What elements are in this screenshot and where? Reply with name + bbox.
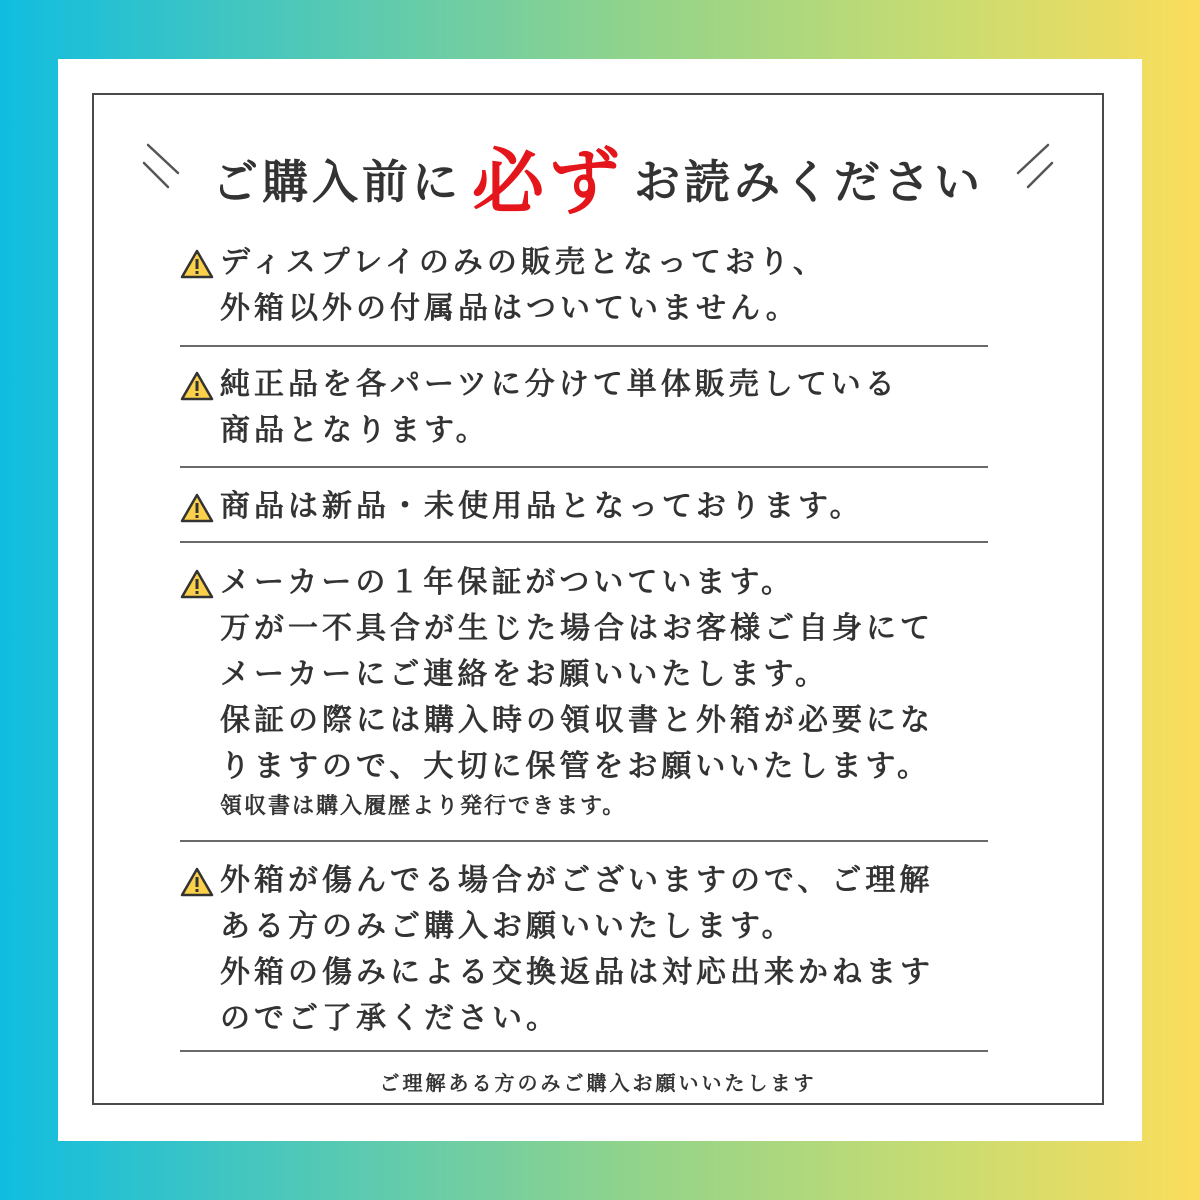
warning-triangle-icon — [180, 371, 214, 401]
notice-line: 商品は新品・未使用品となっております。 — [220, 489, 864, 524]
notice-line: ある方のみご購入お願いいたします。 — [220, 909, 796, 944]
notice-line: のでご了承ください。 — [220, 1001, 560, 1036]
notice-line: 純正品を各パーツに分けて単体販売している — [220, 367, 899, 402]
title-post: お読みください — [634, 155, 984, 209]
notice-line: 万が一不具合が生じた場合はお客様ご自身にて — [220, 611, 934, 646]
warning-triangle-icon — [180, 249, 214, 279]
notice-line: ディスプレイのみの販売となっており、 — [220, 245, 827, 280]
warning-triangle-icon — [180, 569, 214, 599]
notice-line: 商品となります。 — [220, 413, 490, 448]
notice-line: りますので、大切に保管をお願いいたします。 — [220, 749, 931, 784]
notice-frame — [92, 93, 1104, 1105]
warning-triangle-icon — [180, 493, 214, 523]
notice-line: 外箱が傷んでる場合がございますので、ご理解 — [220, 863, 934, 898]
warning-triangle-icon — [180, 867, 214, 897]
title-pre: ご購入前に — [211, 155, 462, 209]
divider — [180, 466, 988, 468]
divider — [180, 1050, 988, 1052]
notice-line: 外箱の傷みによる交換返品は対応出来かねます — [220, 955, 934, 990]
notice-card — [58, 59, 1142, 1141]
divider — [180, 840, 988, 842]
notice-line: 保証の際には購入時の領収書と外箱が必要にな — [220, 703, 934, 738]
notice-note: 領収書は購入履歴より発行できます。 — [220, 794, 627, 819]
notice-line: 外箱以外の付属品はついていません。 — [220, 291, 800, 326]
title-emphasis: 必ず — [471, 140, 624, 224]
notice-item — [180, 245, 988, 345]
notice-line: メーカーにご連絡をお願いいたします。 — [220, 657, 829, 692]
notice-item — [180, 367, 988, 467]
footer-note: ご理解ある方のみご購入お願いいたします — [379, 1071, 817, 1095]
divider — [180, 541, 988, 543]
notice-line: メーカーの１年保証がついています。 — [220, 565, 795, 600]
notice-item — [180, 565, 988, 825]
page-title — [211, 140, 984, 224]
header — [94, 121, 1102, 231]
divider — [180, 345, 988, 347]
notice-item — [180, 489, 988, 539]
notice-item — [180, 863, 988, 1053]
